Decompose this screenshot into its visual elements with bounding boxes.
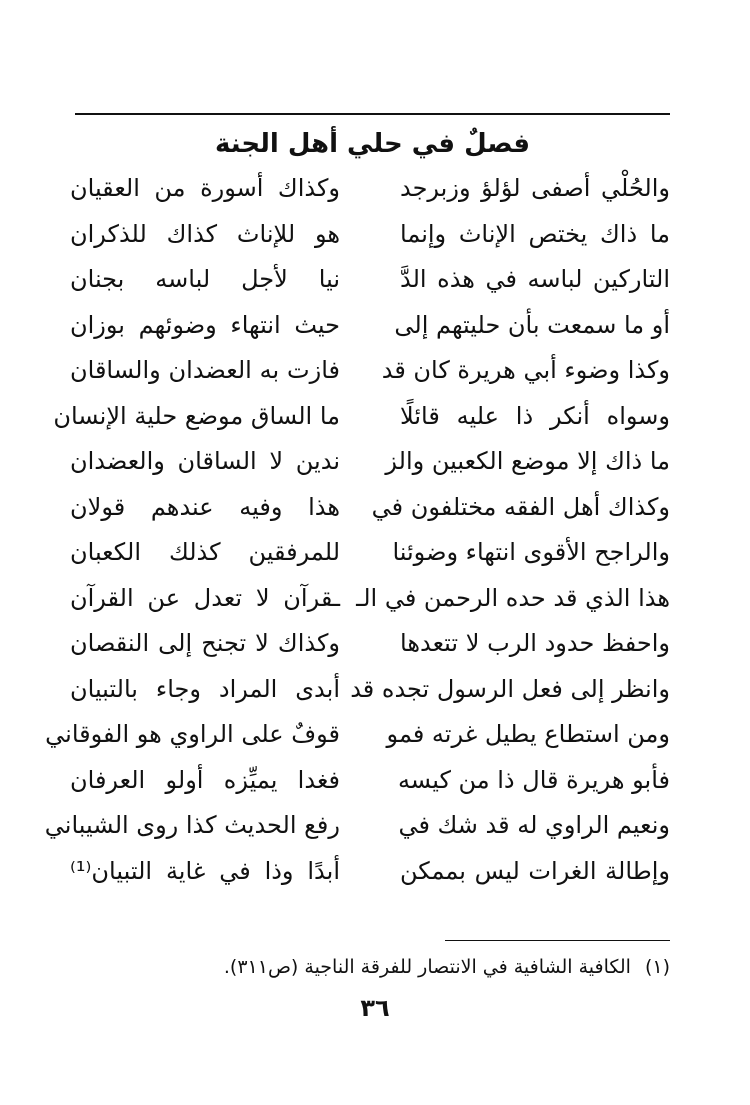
verse-first-hemistich: ومن استطاع يطيل غرته فمو <box>386 720 670 748</box>
footnote <box>70 952 670 982</box>
verse-second-hemistich: فغدا يميِّزه أولو العرفان <box>70 765 340 794</box>
verse-first-hemistich: وإطالة الغرات ليس بممكن <box>400 856 670 885</box>
verse-first-hemistich: أو ما سمعت بأن حليتهم إلى <box>394 310 670 339</box>
verse-first-hemistich: والراجح الأقوى انتهاء وضوئنا <box>392 538 670 566</box>
verse <box>45 714 670 760</box>
footnote-text: الكافية الشافية في الانتصار للفرقة الناجية (ص٣١١). <box>223 956 631 978</box>
verse-second-hemistich: قوفٌ على الراوي هو الفوقاني <box>45 720 340 748</box>
verse <box>70 578 670 624</box>
verse-second-hemistich: ندين لا الساقان والعضدان <box>70 447 340 475</box>
verse <box>53 396 670 442</box>
verse-first-hemistich: ما ذاك يختص الإناث وإنما <box>400 219 670 248</box>
verse-first-hemistich: وكذا وضوء أبي هريرة كان قد <box>381 356 670 384</box>
verse-second-hemistich: ـقرآن لا تعدل عن القرآن <box>70 583 340 612</box>
verse-first-hemistich: فأبو هريرة قال ذا من كيسه <box>397 765 670 794</box>
verse-second-hemistich: هذا وفيه عندهم قولان <box>70 492 340 521</box>
verse-first-hemistich: وسواه أنكر ذا عليه قائلًا <box>400 401 670 430</box>
verse <box>70 168 670 214</box>
verse-first-hemistich: والحُلْي أصفى لؤلؤ وزبرجد <box>400 174 670 202</box>
verse-second-hemistich: وكذاك لا تجنح إلى النقصان <box>70 629 340 657</box>
verse-second-hemistich: أبدى المراد وجاء بالتبيان <box>70 674 340 703</box>
footnote-rule <box>445 940 670 941</box>
verse <box>70 851 670 897</box>
verse <box>70 259 670 305</box>
page-number: ٣٦ <box>360 994 390 1022</box>
verse-first-hemistich: واحفظ حدود الرب لا تتعدها <box>400 629 670 657</box>
verse-second-hemistich: نيا لأجل لباسه بجنان <box>70 265 340 293</box>
header-rule <box>75 113 670 115</box>
verse-second-hemistich: حيث انتهاء وضوئهم بوزان <box>70 310 340 339</box>
verse-first-hemistich: التاركين لباسه في هذه الدَّ <box>400 265 670 293</box>
section-title: فصلٌ في حلي أهل الجنة <box>215 129 530 159</box>
verse <box>70 214 670 260</box>
verse <box>70 487 670 533</box>
verse-first-hemistich: وكذاك أهل الفقه مختلفون في <box>371 492 670 521</box>
verse-first-hemistich: ونعيم الراوي له قد شك في <box>398 811 670 839</box>
verse-second-hemistich: للمرفقين كذلك الكعبان <box>70 538 340 566</box>
verse-first-hemistich: هذا الذي قد حده الرحمن في الـ <box>356 583 670 612</box>
verse <box>70 350 670 396</box>
verse <box>70 305 670 351</box>
verse-second-hemistich: أبدًا وذا في غاية التبيان⁽¹⁾ <box>70 856 340 885</box>
verse-first-hemistich: وانظر إلى فعل الرسول تجده قد <box>350 674 670 703</box>
verse <box>44 805 670 851</box>
verse <box>70 623 670 669</box>
verse <box>70 532 670 578</box>
verse-second-hemistich: فازت به العضدان والساقان <box>70 356 340 384</box>
verse-first-hemistich: ما ذاك إلا موضع الكعبين والز <box>385 447 670 475</box>
verse-second-hemistich: رفع الحديث كذا روى الشيباني <box>44 811 340 839</box>
verse <box>70 669 670 715</box>
verse-second-hemistich: هو للإناث كذاك للذكران <box>70 219 340 248</box>
verse-second-hemistich: وكذاك أسورة من العقيان <box>70 174 340 202</box>
verse <box>70 760 670 806</box>
verse <box>70 441 670 487</box>
verse-second-hemistich: ما الساق موضع حلية الإنسان <box>53 401 340 430</box>
footnote-number: (١) <box>644 956 670 978</box>
poem <box>44 168 670 896</box>
